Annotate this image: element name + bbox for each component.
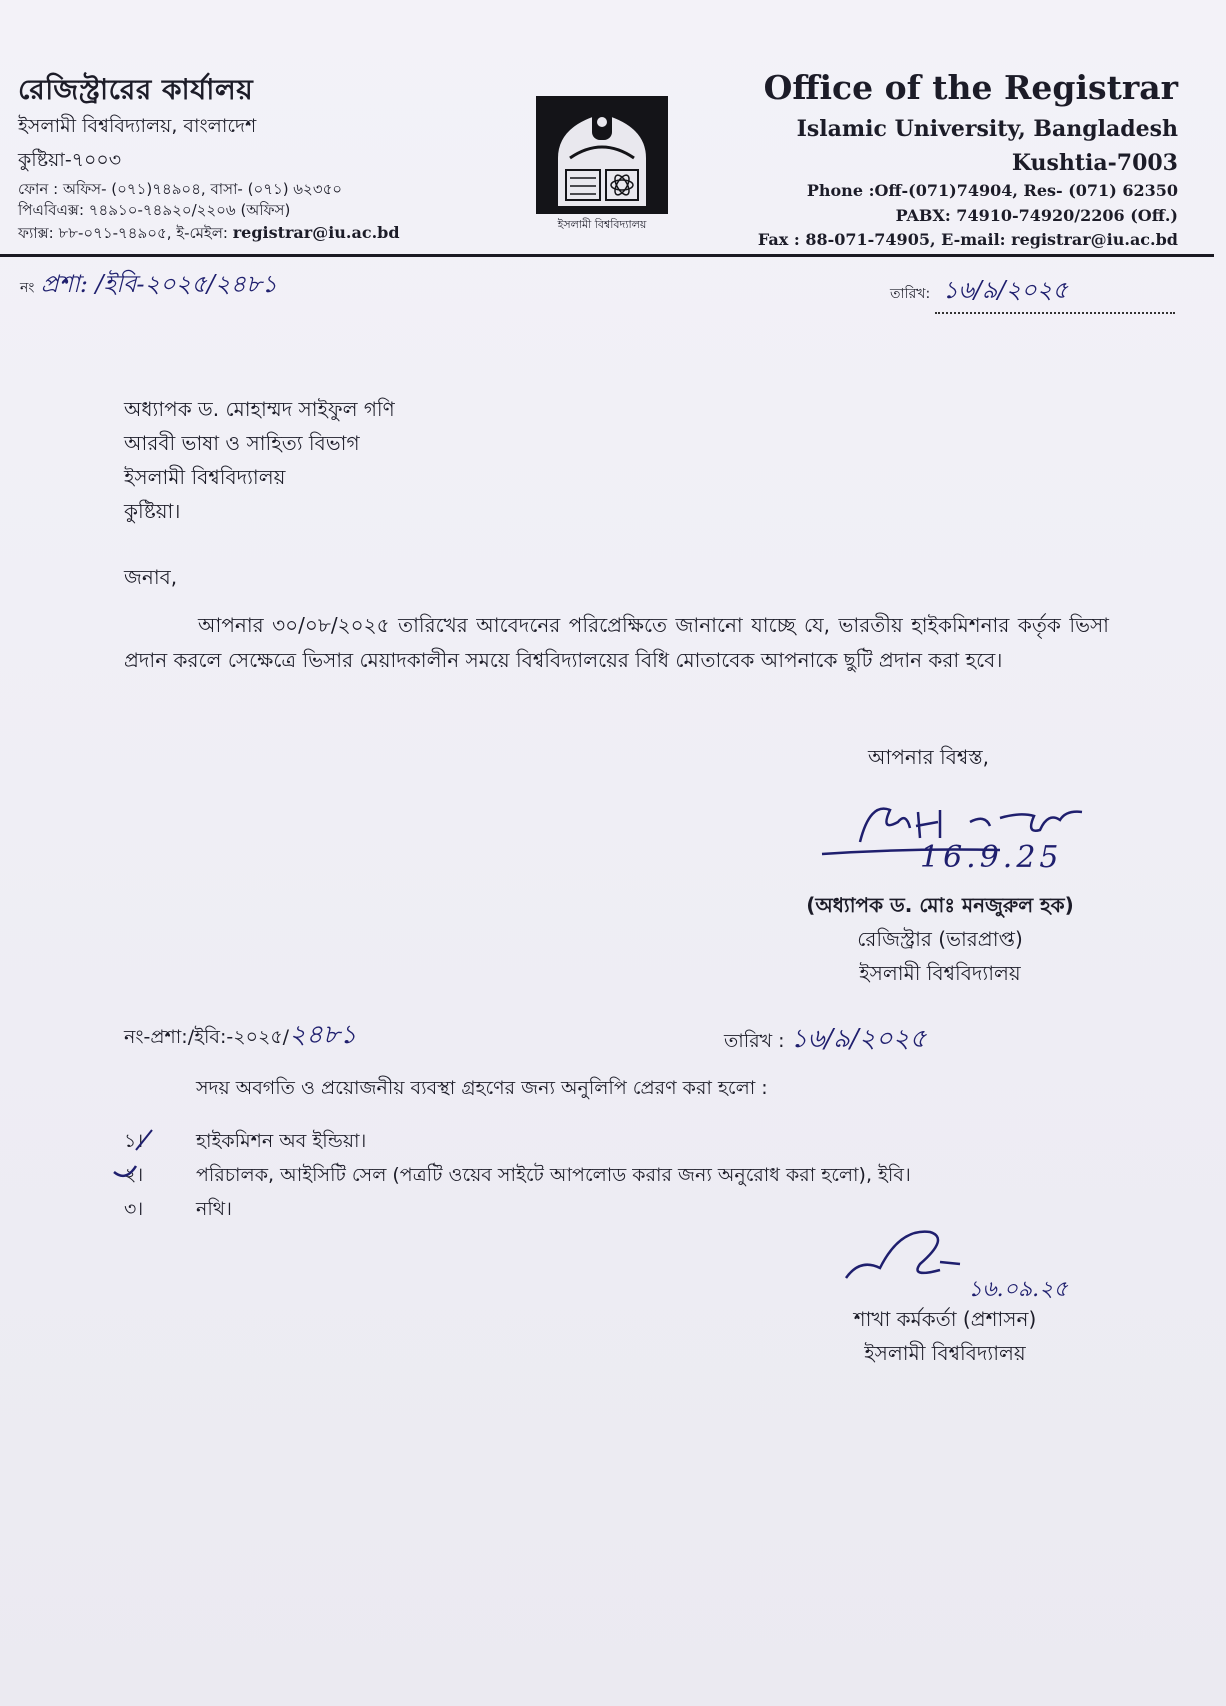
copy-number-value: ২৪৮১	[289, 1020, 357, 1050]
copy-list	[124, 1124, 911, 1226]
memo-date-label: তারিখ:	[890, 286, 931, 302]
header-bn-office: রেজিস্ট্রারের কার্যালয়	[18, 73, 254, 106]
header-en-university: Islamic University, Bangladesh	[796, 116, 1178, 142]
signature2-block	[820, 1302, 1070, 1370]
header-bn-fax-text: ফ্যাক্স: ৮৮-০৭১-৭৪৯০৫, ই-মেইল:	[18, 224, 233, 242]
list-item-number: ২।	[124, 1164, 144, 1186]
letter-body: আপনার ৩০/০৮/২০২৫ তারিখের আবেদনের পরিপ্রেক্ষিতে জানানো যাচ্ছে যে, ভারতীয় হাইকমিশনার কর্তৃক ভিসা প্রদান করলে সেক্ষেত্রে ভিসার মেয়াদকালীন সময়ে বিশ্ববিদ্যালয়ের বিধি মোতাবেক আপনাকে ছুটি প্রদান করা হবে।	[124, 613, 1109, 672]
list-item-text: পরিচালক, আইসিটি সেল (পত্রটি ওয়েব সাইটে আপলোড করার জন্য অনুরোধ করা হলো), ইবি।	[196, 1164, 911, 1186]
memo-date	[890, 272, 1175, 314]
header-bn-email: registrar@iu.ac.bd	[232, 223, 400, 242]
list-item	[124, 1192, 911, 1226]
list-item	[124, 1124, 911, 1158]
header-bn-pabx: পিএবিএক্স: ৭৪৯১০-৭৪৯২০/২২০৬ (অফিস)	[18, 201, 291, 219]
list-item-number: ৩।	[124, 1198, 144, 1220]
recipient-block	[124, 392, 395, 528]
copy-number	[124, 1014, 357, 1058]
university-logo-icon	[536, 96, 668, 214]
header-bn-fax	[18, 222, 400, 247]
list-item-text: নথি।	[196, 1198, 232, 1220]
memo-number	[20, 266, 277, 306]
list-item-number: ১।	[124, 1130, 144, 1152]
header-en-phone: Phone :Off-(071)74904, Res- (071) 62350	[806, 181, 1178, 200]
memo-number-prefix: নং	[20, 280, 35, 296]
recipient-line: ইসলামী বিশ্ববিদ্যালয়	[124, 465, 286, 489]
list-item-text: হাইকমিশন অব ইন্ডিয়া।	[196, 1130, 367, 1152]
header-en-pabx: PABX: 74910-74920/2206 (Off.)	[895, 206, 1178, 225]
university-logo	[536, 96, 668, 214]
header-divider	[0, 254, 1214, 257]
signature2-org: ইসলামী বিশ্ববিদ্যালয়	[864, 1341, 1026, 1365]
signature2-title: শাখা কর্মকর্তা (প্রশাসন)	[853, 1307, 1037, 1331]
memo-number-value: প্রশা: /ইবি-২০২৫/২৪৮১	[40, 270, 278, 298]
header-bn-city: কুষ্টিয়া-৭০০৩	[18, 149, 122, 171]
salutation: জনাব,	[124, 565, 178, 589]
signature1-title: রেজিস্ট্রার (ভারপ্রাপ্ত)	[857, 927, 1023, 951]
header-en-office: Office of the Registrar	[763, 68, 1178, 107]
copy-intro: সদয় অবগতি ও প্রয়োজনীয় ব্যবস্থা গ্রহণের জন্য অনুলিপি প্রেরণ করা হলো :	[196, 1077, 768, 1099]
list-item	[124, 1158, 911, 1192]
check-mark-icon	[112, 1124, 172, 1204]
signature1-org: ইসলামী বিশ্ববিদ্যালয়	[859, 961, 1021, 985]
header-en-city: Kushtia-7003	[1011, 150, 1178, 176]
closing: আপনার বিশ্বস্ত,	[868, 745, 990, 769]
signature2-date: ১৬.০৯.২৫	[968, 1277, 1068, 1302]
recipient-line: কুষ্টিয়া।	[124, 499, 181, 523]
header-bn-university: ইসলামী বিশ্ববিদ্যালয়, বাংলাদেশ	[18, 115, 257, 137]
signature1-name: (অধ্যাপক ড. মোঃ মনজুরুল হক)	[806, 893, 1074, 917]
copy-date-label: তারিখ :	[724, 1030, 785, 1052]
header-bn-phone: ফোন : অফিস- (০৭১)৭৪৯০৪, বাসা- (০৭১) ৬২৩৫০	[18, 180, 343, 198]
copy-number-label: নং-প্রশা:/ইবি:-২০২৫/	[124, 1026, 290, 1048]
header-en-fax: Fax : 88-071-74905, E-mail: registrar@iu.ac.bd	[757, 230, 1178, 249]
logo-caption: ইসলামী বিশ্ববিদ্যালয়	[557, 218, 647, 231]
recipient-line: আরবী ভাষা ও সাহিত্য বিভাগ	[124, 431, 360, 455]
recipient-line: অধ্যাপক ড. মোহাম্মদ সাইফুল গণি	[124, 397, 395, 421]
memo-date-value: ১৬/৯/২০২৫	[935, 272, 1175, 314]
copy-date-value: ১৬/৯/২০২৫	[790, 1024, 927, 1054]
registrar-signature-icon	[820, 782, 1120, 892]
signature1-date: 16.9.25	[920, 840, 1063, 875]
signature1-block	[780, 888, 1100, 990]
copy-date	[724, 1018, 926, 1062]
